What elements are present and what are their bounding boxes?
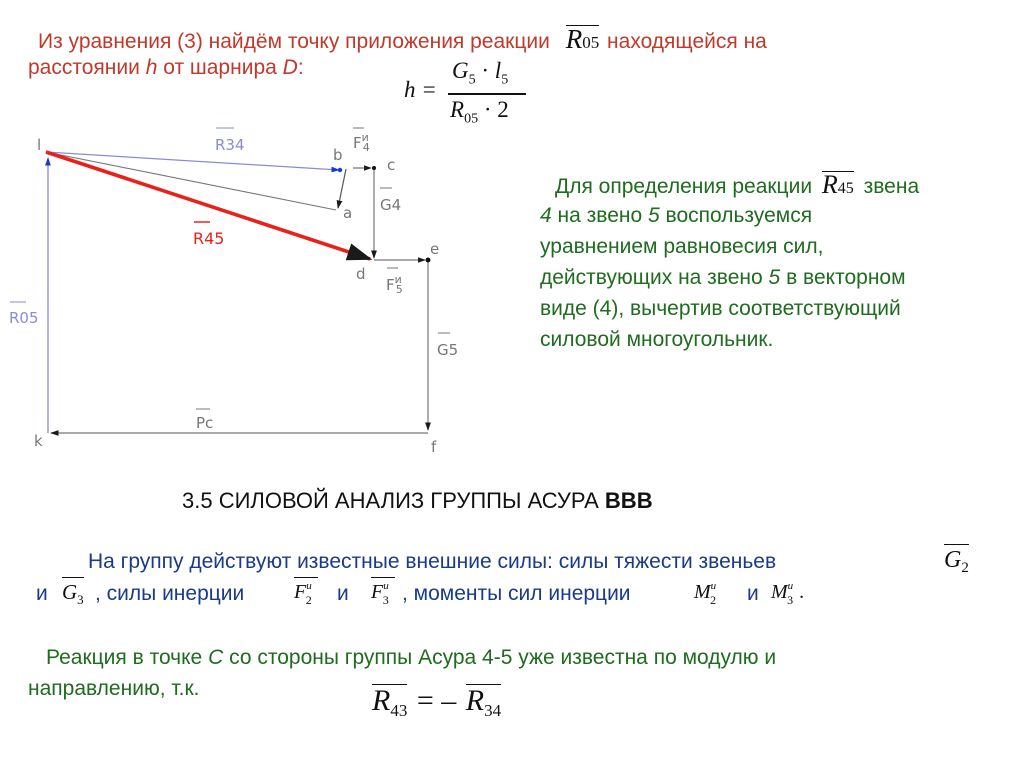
intro-text-3: от шарнира xyxy=(163,56,277,79)
point-e-marker xyxy=(426,258,431,263)
intro-text-2: расстоянии xyxy=(28,56,140,79)
r45-subscript: 45 xyxy=(837,180,854,197)
right-line-3: уравнением равновесия сил, xyxy=(540,235,824,258)
g3-symbol xyxy=(62,577,84,609)
right-text-4: действующих на звено xyxy=(540,266,763,289)
g3-letter: G xyxy=(62,580,78,604)
f2-subscript: 2 xyxy=(305,593,312,607)
right-text-1-end: звена xyxy=(863,175,920,198)
point-l: l xyxy=(37,136,42,154)
r34-subscript: 34 xyxy=(484,701,502,720)
label-F5: $F^и$ 5 xyxy=(386,273,403,296)
reaction-line-1 xyxy=(46,644,776,671)
vector-F4 xyxy=(338,169,346,208)
intro-text-end: находящейся на xyxy=(607,30,767,53)
r45-letter: R xyxy=(821,170,838,199)
m3-subscript: 3 xyxy=(787,593,794,607)
point-c: c xyxy=(387,156,396,174)
colon: : xyxy=(297,56,304,79)
r43-letter: R xyxy=(372,684,391,717)
m2-letter: M xyxy=(694,581,711,603)
g3-subscript: 3 xyxy=(77,592,84,607)
m3-superscript: и xyxy=(787,580,794,592)
r05-subscript: 05 xyxy=(582,33,600,52)
point-f: f xyxy=(431,438,437,456)
forces-and-1: и xyxy=(36,582,48,605)
r45-symbol xyxy=(822,171,854,202)
f3-symbol xyxy=(371,577,395,609)
right-text-2-end: воспользуемся xyxy=(665,204,813,227)
f2-superscript: и xyxy=(306,580,312,592)
label-R34: R34 xyxy=(215,136,245,154)
point-d: d xyxy=(356,265,366,283)
g2-subscript: 2 xyxy=(961,560,969,576)
den-R: R xyxy=(450,97,465,122)
label-R45: R45 xyxy=(193,229,225,248)
section-title xyxy=(182,487,653,514)
equals-minus: = – xyxy=(416,684,457,717)
r34-letter: R xyxy=(465,684,485,717)
forces-inertia-moments: , моменты сил инерции xyxy=(402,582,631,605)
link-4: 4 xyxy=(540,204,552,227)
point-b: b xyxy=(333,146,343,164)
point-k: k xyxy=(34,432,43,450)
num-l-sub: 5 xyxy=(501,72,509,88)
den-R-sub: 05 xyxy=(464,111,479,127)
point-b-marker xyxy=(338,168,342,172)
f3-superscript: и xyxy=(383,580,389,592)
right-text-2: на звено xyxy=(557,204,643,227)
right-line-6: силовой многоугольник. xyxy=(540,328,774,351)
num-dot: · xyxy=(481,58,490,83)
reaction-text-1-end: со стороны группы Асура 4-5 уже известна по модулю и xyxy=(229,646,777,669)
formula-h-lhs: h = xyxy=(404,77,437,102)
right-line-4 xyxy=(540,264,906,291)
forces-period: . xyxy=(799,581,805,603)
r43-symbol xyxy=(372,684,407,721)
section-title-text: 3.5 СИЛОВОЙ АНАЛИЗ ГРУППЫ АСУРА xyxy=(182,488,599,513)
reaction-text-1: Реакция в точке xyxy=(46,646,203,669)
right-text-4-end: в векторном xyxy=(786,266,906,289)
f2-letter: F xyxy=(294,581,307,603)
link-5-b: 5 xyxy=(768,266,781,289)
point-a: a xyxy=(343,204,353,222)
g2-letter: G xyxy=(944,547,962,573)
forces-and-3: и xyxy=(747,582,759,605)
formula-R43 xyxy=(372,684,501,724)
force-polygon xyxy=(0,0,470,470)
hinge-D: D xyxy=(282,56,298,79)
r05-letter: R xyxy=(565,24,583,54)
point-e: e xyxy=(430,240,440,258)
num-G: G xyxy=(452,58,469,83)
label-Pc: Pc xyxy=(196,414,214,432)
r34-symbol xyxy=(466,684,501,721)
right-text-1: Для определения реакции xyxy=(555,175,813,198)
label-G5: G5 xyxy=(437,341,459,359)
m2-subscript: 2 xyxy=(710,593,717,607)
forces-line-1: На группу действуют известные внешние силы: силы тяжести звеньев xyxy=(88,550,777,573)
den-rest: · 2 xyxy=(483,97,509,122)
right-line-2 xyxy=(540,202,812,229)
point-C: С xyxy=(208,646,224,669)
h-variable: h xyxy=(145,56,158,79)
f2-symbol xyxy=(294,577,318,609)
g2-symbol xyxy=(944,544,969,578)
label-G4: G4 xyxy=(380,196,402,214)
f3-letter: F xyxy=(371,581,384,603)
point-c-marker xyxy=(372,166,376,170)
right-line-1 xyxy=(555,171,919,202)
num-G-sub: 5 xyxy=(468,72,476,88)
m3-letter: M xyxy=(771,581,788,603)
forces-inertia-forces: , силы инерции xyxy=(95,582,245,605)
section-title-bold: ВВВ xyxy=(604,488,653,513)
f3-subscript: 3 xyxy=(382,593,389,607)
reaction-line-2: направлению, т.к. xyxy=(28,677,200,700)
link-5: 5 xyxy=(648,204,660,227)
label-F4: $F^и$ 4 xyxy=(353,131,370,154)
right-line-5: виде (4), вычертив соответствующий xyxy=(540,297,901,320)
r05-symbol xyxy=(566,25,600,56)
r43-subscript: 43 xyxy=(390,701,408,720)
forces-and-2: и xyxy=(337,582,349,605)
m2-superscript: и xyxy=(710,580,717,592)
label-R05: R05 xyxy=(9,309,39,327)
m3-symbol xyxy=(771,578,804,609)
intro-text: Из уравнения (3) найдём точку приложения реакции xyxy=(38,30,550,53)
m2-symbol xyxy=(694,578,722,609)
num-l: l xyxy=(494,58,502,83)
